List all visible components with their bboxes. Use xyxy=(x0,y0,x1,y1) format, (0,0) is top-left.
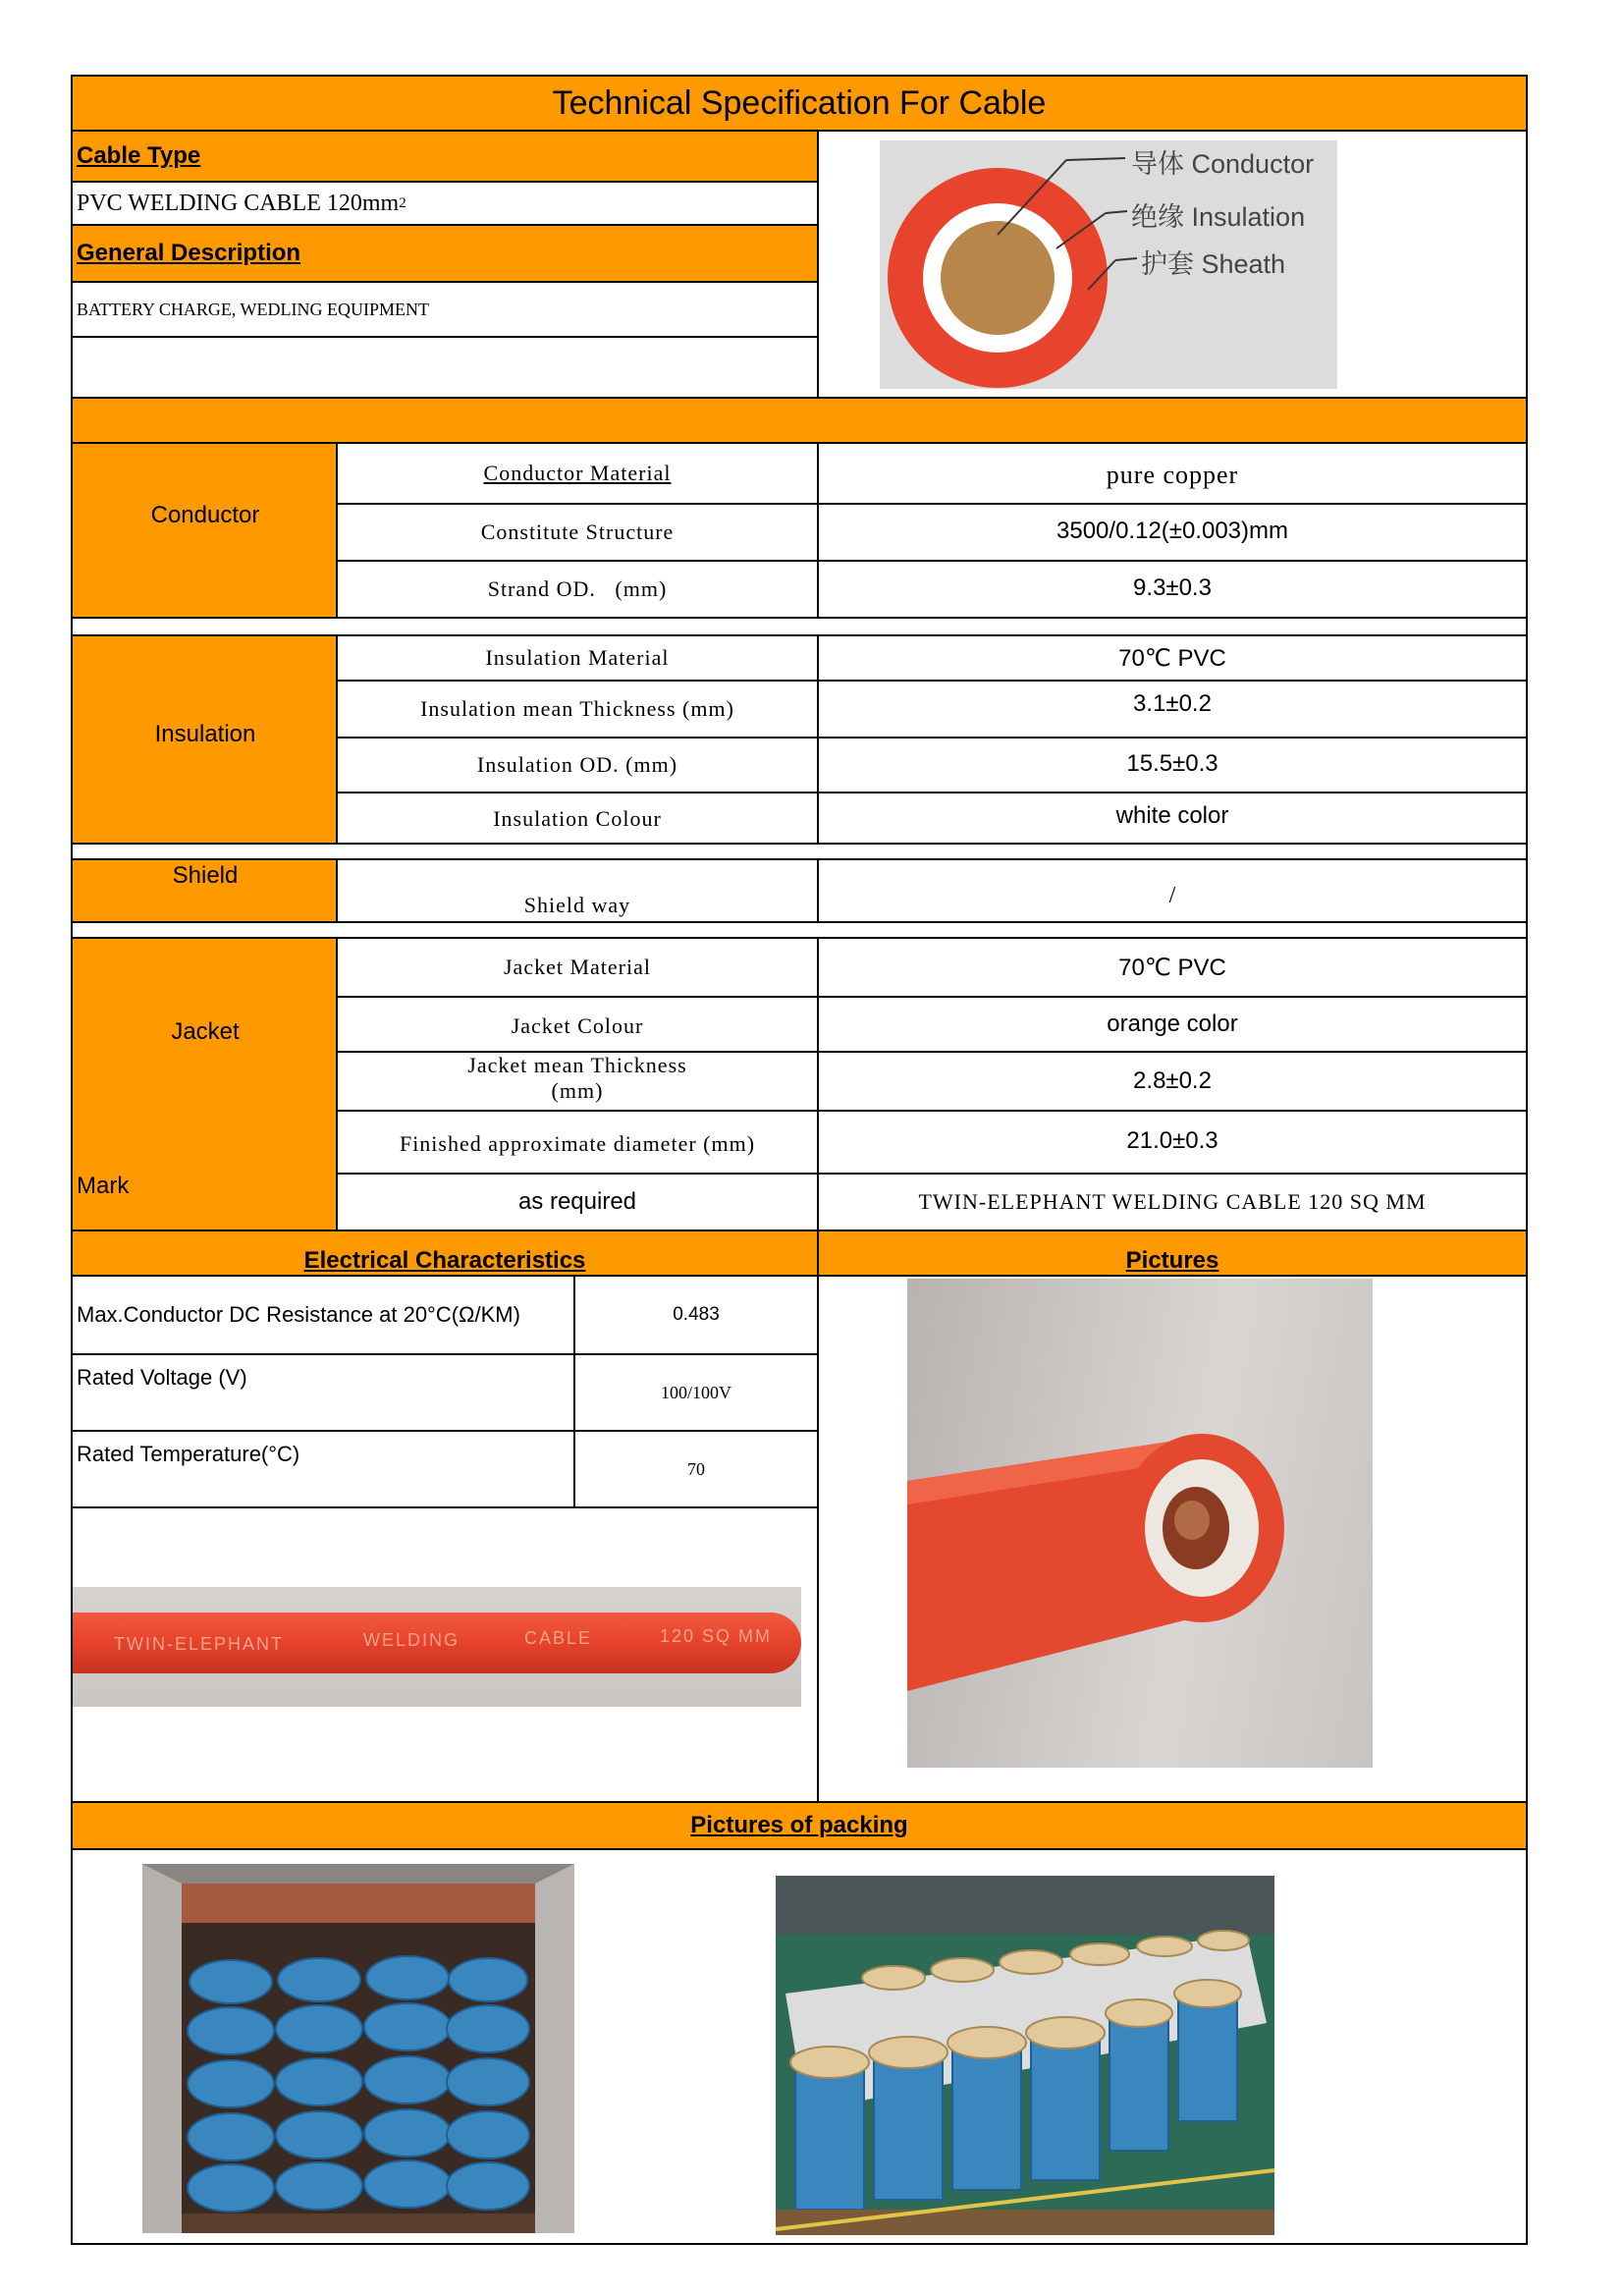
cross-section-diagram xyxy=(880,140,1337,389)
jacket-thickness-line2: (mm) xyxy=(551,1078,604,1103)
diagram-label-sheath: 护套 Sheath xyxy=(1141,249,1286,279)
finished-diameter-value: 21.0±0.3 xyxy=(1126,1127,1218,1154)
cable-type-text: PVC WELDING CABLE 120mm xyxy=(77,190,400,216)
jacket-section-label: Jacket xyxy=(73,939,338,1176)
shield-way-label: Shield way xyxy=(523,893,631,917)
packing-header: Pictures of packing xyxy=(73,1803,1526,1848)
cable-print-text-4: 120 SQ MM xyxy=(660,1626,773,1646)
diagram-label-insulation: 绝缘 Insulation xyxy=(1131,202,1306,232)
mark-label: Mark xyxy=(73,1175,336,1230)
drum-packing-photo xyxy=(776,1876,1274,2235)
conductor-section-label: Conductor xyxy=(73,444,338,617)
cable-print-text-2: WELDING xyxy=(363,1630,460,1650)
finished-diameter-label: Finished approximate diameter (mm) xyxy=(399,1131,756,1156)
container-packing-photo xyxy=(142,1864,574,2233)
cable-type-value xyxy=(73,183,817,224)
cable-print-text-1: TWIN-ELEPHANT xyxy=(114,1634,285,1654)
insulation-od-label: Insulation OD. (mm) xyxy=(476,752,678,777)
mark-requirement: as required xyxy=(517,1188,637,1215)
jacket-material-value: 70℃ PVC xyxy=(1118,954,1226,981)
insulation-colour-label: Insulation Colour xyxy=(493,806,662,831)
jacket-thickness-label xyxy=(338,1053,817,1110)
cable-end-photo xyxy=(907,1279,1373,1768)
conductor-material-label: Conductor Material xyxy=(483,461,672,485)
constitute-structure-label: Constitute Structure xyxy=(480,519,675,544)
general-description-label: General Description xyxy=(73,226,817,281)
strand-od-label: Strand OD. (mm) xyxy=(487,576,668,601)
constitute-structure-value: 3500/0.12(±0.003)mm xyxy=(1056,518,1288,544)
rated-voltage-label: Rated Voltage (V) xyxy=(77,1365,247,1390)
insulation-material-value: 70℃ PVC xyxy=(1118,644,1226,672)
insulation-od-value: 15.5±0.3 xyxy=(1126,750,1218,777)
mark-value: TWIN-ELEPHANT WELDING CABLE 120 SQ MM xyxy=(918,1189,1427,1214)
diagram-label-conductor: 导体 Conductor xyxy=(1131,149,1315,179)
dc-resistance-label: Max.Conductor DC Resistance at 20°C(Ω/KM) xyxy=(77,1302,520,1327)
cable-type-label: Cable Type xyxy=(73,132,817,181)
jacket-thickness-value: 2.8±0.2 xyxy=(1133,1067,1212,1094)
strand-od-value: 9.3±0.3 xyxy=(1133,574,1212,601)
pictures-header: Pictures xyxy=(819,1231,1526,1275)
document-title: Technical Specification For Cable xyxy=(71,75,1528,132)
shield-way-value: / xyxy=(1168,882,1176,908)
conductor-material-value: pure copper xyxy=(1106,461,1239,489)
electrical-header: Electrical Characteristics xyxy=(73,1231,817,1275)
jacket-colour-value: orange color xyxy=(1107,1011,1238,1037)
cable-type-superscript: 2 xyxy=(399,194,406,211)
jacket-thickness-line1: Jacket mean Thickness xyxy=(467,1053,687,1077)
insulation-thickness-value: 3.1±0.2 xyxy=(1133,690,1212,717)
shield-section-label: Shield xyxy=(73,860,338,921)
insulation-section-label: Insulation xyxy=(73,636,338,843)
jacket-colour-label: Jacket Colour xyxy=(511,1013,644,1038)
insulation-colour-value: white color xyxy=(1115,802,1229,829)
section-separator xyxy=(71,397,1528,444)
insulation-material-label: Insulation Material xyxy=(485,645,670,670)
insulation-thickness-label: Insulation mean Thickness (mm) xyxy=(420,696,734,721)
cable-print-text-3: CABLE xyxy=(524,1628,593,1648)
dc-resistance-value: 0.483 xyxy=(673,1304,720,1325)
rated-voltage-value: 100/100V xyxy=(661,1382,731,1402)
jacket-material-label: Jacket Material xyxy=(504,955,651,979)
rated-temperature-label: Rated Temperature(°C) xyxy=(77,1442,300,1466)
cable-print-photo xyxy=(71,1587,801,1707)
rated-temperature-value: 70 xyxy=(687,1458,705,1479)
general-description-value: BATTERY CHARGE, WEDLING EQUIPMENT xyxy=(77,299,429,319)
